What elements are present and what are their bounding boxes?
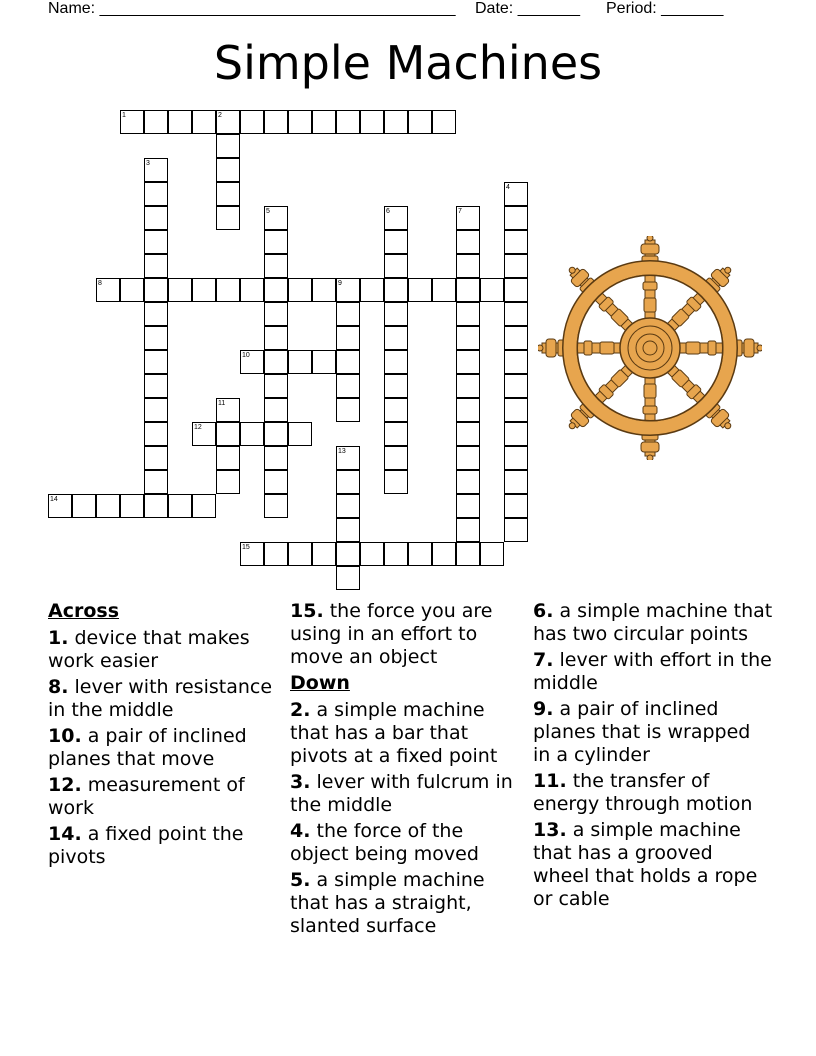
crossword-cell[interactable] — [144, 350, 168, 374]
crossword-cell[interactable] — [144, 398, 168, 422]
crossword-cell[interactable] — [144, 422, 168, 446]
crossword-cell[interactable] — [336, 494, 360, 518]
crossword-cell[interactable] — [480, 278, 504, 302]
crossword-cell[interactable] — [264, 494, 288, 518]
crossword-cell[interactable] — [432, 278, 456, 302]
crossword-cell[interactable] — [384, 278, 408, 302]
crossword-cell[interactable] — [504, 326, 528, 350]
clue-across-12: 12. measurement of work — [48, 774, 245, 819]
wheel-hub-center — [643, 341, 657, 355]
period-field[interactable]: Period: _______ — [606, 0, 724, 17]
down-heading: Down — [290, 672, 350, 694]
crossword-cell[interactable] — [432, 542, 456, 566]
crossword-cell[interactable] — [216, 422, 240, 446]
crossword-cell[interactable] — [384, 446, 408, 470]
crossword-cell[interactable] — [504, 494, 528, 518]
crossword-cell[interactable] — [336, 470, 360, 494]
crossword-cell[interactable] — [408, 110, 432, 134]
dharma-wheel-icon — [538, 236, 762, 460]
crossword-cell[interactable] — [312, 278, 336, 302]
crossword-cell[interactable] — [144, 206, 168, 230]
crossword-cell[interactable] — [240, 110, 264, 134]
crossword-cell[interactable] — [384, 542, 408, 566]
clue-number-1: 1 — [122, 112, 126, 119]
crossword-cell[interactable] — [432, 110, 456, 134]
clue-column-2 — [290, 600, 522, 941]
crossword-cell[interactable] — [216, 278, 240, 302]
clue-column-3 — [533, 600, 773, 914]
crossword-cell[interactable] — [264, 446, 288, 470]
crossword-cell[interactable] — [288, 422, 312, 446]
crossword-cell[interactable] — [216, 446, 240, 470]
crossword-cell[interactable] — [384, 302, 408, 326]
clue-down-9: 9. a pair of inclined planes that is wrapped in a cylinder — [533, 698, 751, 766]
crossword-cell[interactable] — [264, 350, 288, 374]
crossword-cell[interactable] — [384, 110, 408, 134]
clue-number-6: 6 — [386, 208, 390, 215]
crossword-cell[interactable] — [144, 254, 168, 278]
crossword-cell[interactable] — [504, 374, 528, 398]
clue-number-13: 13 — [338, 448, 346, 455]
crossword-cell[interactable] — [216, 182, 240, 206]
clue-down-11: 11. the transfer of energy through motion — [533, 770, 753, 815]
crossword-cell[interactable] — [384, 326, 408, 350]
crossword-cell[interactable] — [312, 542, 336, 566]
crossword-cell[interactable] — [456, 446, 480, 470]
crossword-cell[interactable] — [504, 278, 528, 302]
crossword-cell[interactable] — [456, 374, 480, 398]
crossword-cell[interactable] — [456, 302, 480, 326]
crossword-cell[interactable] — [336, 326, 360, 350]
crossword-cell[interactable] — [288, 350, 312, 374]
date-field[interactable]: Date: _______ — [475, 0, 580, 17]
crossword-cell[interactable] — [144, 494, 168, 518]
crossword-cell[interactable] — [456, 326, 480, 350]
clue-number-12: 12 — [194, 424, 202, 431]
crossword-cell[interactable] — [480, 542, 504, 566]
clue-column-1 — [48, 600, 276, 872]
crossword-cell[interactable] — [504, 470, 528, 494]
crossword-cell[interactable] — [504, 422, 528, 446]
page-title: Simple Machines — [213, 36, 603, 90]
crossword-cell[interactable] — [504, 206, 528, 230]
name-field[interactable]: Name: ________________________________________ — [48, 0, 456, 17]
crossword-cell[interactable] — [288, 542, 312, 566]
crossword-cell[interactable] — [240, 278, 264, 302]
clue-down-6: 6. a simple machine that has two circular points — [533, 600, 773, 645]
crossword-cell[interactable] — [456, 278, 480, 302]
crossword-cell[interactable] — [144, 446, 168, 470]
crossword-cell[interactable] — [96, 494, 120, 518]
clue-number-3: 3 — [146, 160, 150, 167]
crossword-cell[interactable] — [168, 278, 192, 302]
crossword-cell[interactable] — [384, 398, 408, 422]
clue-down-7: 7. lever with effort in the middle — [533, 649, 772, 694]
crossword-cell[interactable] — [144, 302, 168, 326]
crossword-cell[interactable] — [456, 422, 480, 446]
crossword-cell[interactable] — [216, 134, 240, 158]
clue-across-8: 8. lever with resistance in the middle — [48, 676, 273, 721]
crossword-cell[interactable] — [456, 230, 480, 254]
header-fields — [48, 0, 768, 20]
crossword-cell[interactable] — [216, 470, 240, 494]
crossword-cell[interactable] — [312, 110, 336, 134]
crossword-cell[interactable] — [504, 302, 528, 326]
crossword-cell[interactable] — [120, 278, 144, 302]
crossword-cell[interactable] — [192, 494, 216, 518]
crossword-cell[interactable] — [144, 470, 168, 494]
crossword-cell[interactable] — [504, 518, 528, 542]
crossword-cell[interactable] — [216, 206, 240, 230]
crossword-cell[interactable] — [384, 350, 408, 374]
crossword-cell[interactable] — [384, 230, 408, 254]
crossword-cell[interactable] — [384, 470, 408, 494]
crossword-cell[interactable] — [504, 398, 528, 422]
crossword-cell[interactable] — [144, 374, 168, 398]
clue-number-15: 15 — [242, 544, 250, 551]
crossword-cell[interactable] — [504, 230, 528, 254]
crossword-cell[interactable] — [264, 422, 288, 446]
clue-number-4: 4 — [506, 184, 510, 191]
crossword-cell[interactable] — [384, 374, 408, 398]
crossword-cell[interactable] — [336, 518, 360, 542]
crossword-cell[interactable] — [360, 110, 384, 134]
crossword-cell[interactable] — [120, 494, 144, 518]
clue-number-9: 9 — [338, 280, 342, 287]
crossword-cell[interactable] — [504, 350, 528, 374]
clue-number-11: 11 — [218, 400, 226, 407]
clue-number-2: 2 — [218, 112, 222, 119]
crossword-cell[interactable] — [264, 230, 288, 254]
crossword-cell[interactable] — [504, 254, 528, 278]
crossword-cell[interactable] — [192, 278, 216, 302]
crossword-cell[interactable] — [456, 518, 480, 542]
crossword-cell[interactable] — [264, 470, 288, 494]
clue-number-14: 14 — [50, 496, 58, 503]
clue-across-1: 1. device that makes work easier — [48, 627, 250, 672]
crossword-cell[interactable] — [360, 542, 384, 566]
crossword-cell[interactable] — [336, 374, 360, 398]
crossword-cell[interactable] — [264, 254, 288, 278]
clue-down-5: 5. a simple machine that has a straight, slanted surface — [290, 869, 485, 937]
crossword-cell[interactable] — [264, 398, 288, 422]
crossword-cell[interactable] — [264, 278, 288, 302]
crossword-cell[interactable] — [456, 254, 480, 278]
crossword-cell[interactable] — [144, 110, 168, 134]
crossword-cell[interactable] — [312, 350, 336, 374]
crossword-cell[interactable] — [504, 446, 528, 470]
clue-down-13: 13. a simple machine that has a grooved wheel that holds a rope or cable — [533, 819, 758, 910]
clue-number-7: 7 — [458, 208, 462, 215]
clue-number-5: 5 — [266, 208, 270, 215]
crossword-cell[interactable] — [264, 302, 288, 326]
crossword-cell[interactable] — [264, 110, 288, 134]
crossword-cell[interactable] — [360, 278, 384, 302]
crossword-cell[interactable] — [456, 494, 480, 518]
crossword-cell[interactable] — [336, 350, 360, 374]
crossword-cell[interactable] — [408, 278, 432, 302]
clue-number-10: 10 — [242, 352, 250, 359]
clue-down-4: 4. the force of the object being moved — [290, 820, 479, 865]
crossword-cell[interactable] — [264, 542, 288, 566]
crossword-cell[interactable] — [384, 422, 408, 446]
clue-across-15: 15. the force you are using in an effort to move an object — [290, 600, 493, 668]
clue-across-10: 10. a pair of inclined planes that move — [48, 725, 247, 770]
crossword-cell[interactable] — [72, 494, 96, 518]
crossword-cell[interactable] — [336, 302, 360, 326]
crossword-cell[interactable] — [144, 278, 168, 302]
clue-across-14: 14. a fixed point the pivots — [48, 823, 244, 868]
crossword-cell[interactable] — [240, 422, 264, 446]
crossword-cell[interactable] — [264, 326, 288, 350]
crossword-cell[interactable] — [456, 398, 480, 422]
crossword-cell[interactable] — [168, 494, 192, 518]
across-heading: Across — [48, 600, 120, 622]
crossword-cell[interactable] — [216, 158, 240, 182]
crossword-cell[interactable] — [336, 110, 360, 134]
clue-number-8: 8 — [98, 280, 102, 287]
crossword-cell[interactable] — [144, 182, 168, 206]
clue-down-3: 3. lever with fulcrum in the middle — [290, 771, 513, 816]
crossword-cell[interactable] — [408, 542, 432, 566]
crossword-cell[interactable] — [288, 278, 312, 302]
crossword-cell[interactable] — [168, 110, 192, 134]
crossword-cell[interactable] — [336, 398, 360, 422]
crossword-cell[interactable] — [456, 470, 480, 494]
crossword-cell[interactable] — [336, 542, 360, 566]
crossword-cell[interactable] — [384, 254, 408, 278]
crossword-cell[interactable] — [264, 374, 288, 398]
crossword-cell[interactable] — [144, 326, 168, 350]
crossword-cell[interactable] — [144, 230, 168, 254]
crossword-cell[interactable] — [456, 542, 480, 566]
crossword-cell[interactable] — [288, 110, 312, 134]
crossword-cell[interactable] — [192, 110, 216, 134]
crossword-cell[interactable] — [456, 350, 480, 374]
crossword-cell[interactable] — [336, 566, 360, 590]
clue-down-2: 2. a simple machine that has a bar that pivots at a fixed point — [290, 699, 498, 767]
